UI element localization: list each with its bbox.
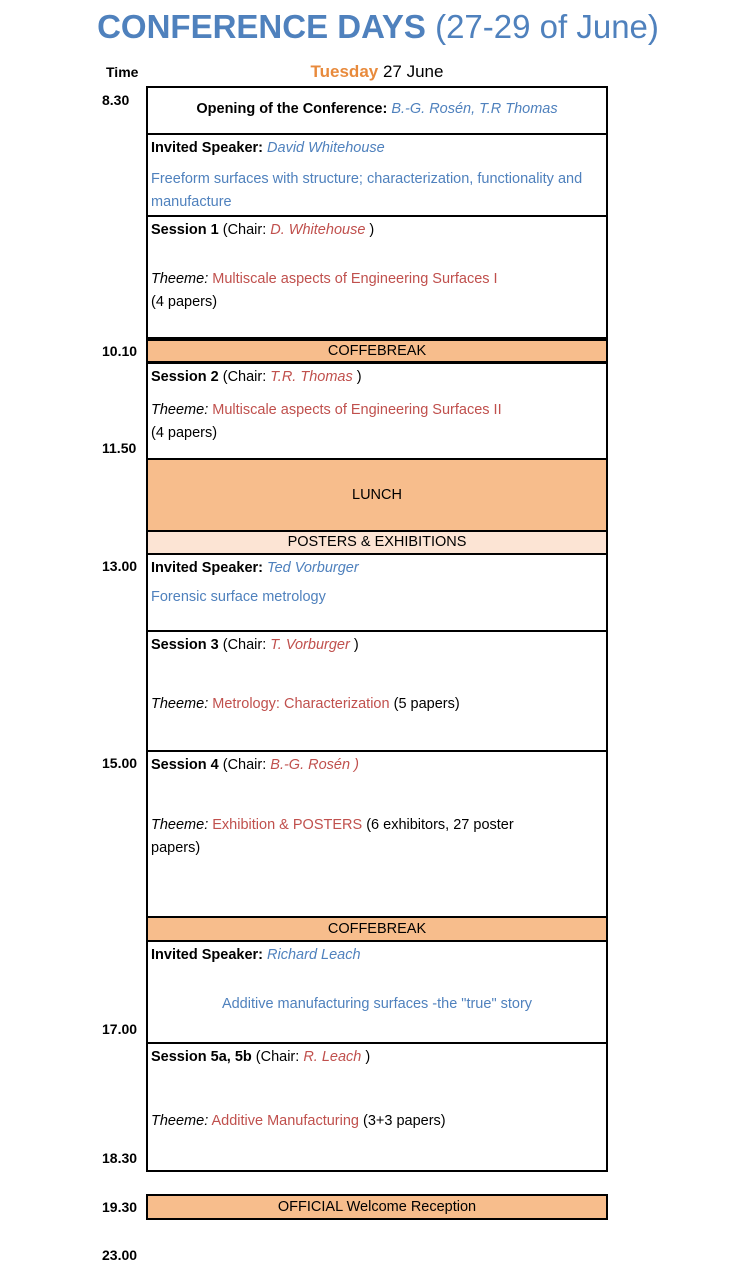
theme-title: Multiscale aspects of Engineering Surfaces I [212, 271, 498, 287]
chair-name: T. Vorburger [270, 637, 350, 653]
chair-prefix: (Chair: [222, 369, 267, 385]
invited-speaker-block [146, 940, 608, 1044]
speaker-name: Richard Leach [267, 947, 361, 963]
session-label: Session 2 [151, 369, 219, 385]
opening-names: B.-G. Rosén, T.R Thomas [391, 101, 558, 117]
day-weekday: Tuesday [310, 62, 379, 81]
session-5-block [146, 1042, 608, 1172]
title-dates: (27-29 of June) [435, 8, 659, 45]
coffee-break-bar: COFFEBREAK [146, 339, 608, 363]
day-date: 27 June [382, 62, 444, 81]
paper-count: (4 papers) [151, 294, 218, 310]
lunch-bar: LUNCH [146, 458, 608, 532]
time-label: 13.00 [102, 558, 138, 574]
time-column-header: Time [106, 64, 139, 80]
coffee-break-bar: COFFEBREAK [146, 916, 608, 942]
time-label: 23.00 [102, 1247, 138, 1263]
paper-count: (3+3 papers) [363, 1113, 446, 1129]
chair-name: R. Leach [303, 1049, 362, 1065]
theme-title: Additive Manufacturing [211, 1113, 359, 1129]
invited-speaker-block [146, 133, 608, 217]
theme-label: Theeme: [151, 271, 209, 287]
session-3-block [146, 630, 608, 752]
chair-name: T.R. Thomas [270, 369, 353, 385]
paper-count: (6 exhibitors, 27 poster papers) [151, 817, 514, 856]
paper-count: (5 papers) [393, 696, 460, 712]
chair-suffix: ) [353, 637, 359, 653]
talk-title: Freeform surfaces with structure; characterization, functionality and manufacture [151, 171, 583, 210]
page-title [0, 8, 756, 46]
theme-label: Theeme: [151, 696, 209, 712]
session-4-block [146, 750, 608, 918]
invited-label: Invited Speaker: [151, 947, 264, 963]
session-label: Session 1 [151, 222, 219, 238]
time-label: 8.30 [102, 92, 130, 108]
theme-title: Metrology: Characterization [212, 696, 390, 712]
day-header [146, 62, 608, 82]
title-main: CONFERENCE DAYS [97, 8, 426, 45]
chair-prefix: (Chair: [222, 757, 267, 773]
chair-name: B.-G. Rosén ) [270, 757, 359, 773]
chair-prefix: (Chair: [222, 222, 267, 238]
paper-count: (4 papers) [151, 425, 218, 441]
time-label: 18.30 [102, 1150, 138, 1166]
posters-bar: POSTERS & EXHIBITIONS [146, 530, 608, 555]
time-label: 11.50 [102, 440, 137, 456]
speaker-name: Ted Vorburger [267, 560, 359, 576]
time-label: 15.00 [102, 755, 138, 771]
time-label: 10.10 [102, 343, 138, 359]
session-2-block [146, 362, 608, 460]
theme-title: Multiscale aspects of Engineering Surfaces II [212, 402, 502, 418]
opening-label: Opening of the Conference: [196, 101, 388, 117]
theme-title: Exhibition & POSTERS [212, 817, 363, 833]
chair-suffix: ) [369, 222, 375, 238]
session-label: Session 4 [151, 757, 219, 773]
session-label: Session 5a, 5b [151, 1049, 252, 1065]
invited-speaker-block [146, 553, 608, 632]
theme-label: Theeme: [151, 817, 209, 833]
talk-title: Forensic surface metrology [151, 589, 326, 605]
theme-label: Theeme: [151, 402, 209, 418]
chair-prefix: (Chair: [255, 1049, 300, 1065]
reception-bar: OFFICIAL Welcome Reception [146, 1194, 608, 1220]
time-label: 17.00 [102, 1021, 138, 1037]
session-label: Session 3 [151, 637, 219, 653]
speaker-name: David Whitehouse [267, 140, 385, 156]
invited-label: Invited Speaker: [151, 560, 264, 576]
invited-label: Invited Speaker: [151, 140, 264, 156]
session-1-block [146, 215, 608, 339]
chair-suffix: ) [356, 369, 362, 385]
talk-title: Additive manufacturing surfaces -the "true" story [221, 996, 533, 1012]
chair-name: D. Whitehouse [270, 222, 366, 238]
chair-suffix: ) [365, 1049, 371, 1065]
chair-prefix: (Chair: [222, 637, 267, 653]
time-label: 19.30 [102, 1199, 138, 1215]
opening-block [146, 86, 608, 135]
theme-label: Theeme: [151, 1113, 209, 1129]
